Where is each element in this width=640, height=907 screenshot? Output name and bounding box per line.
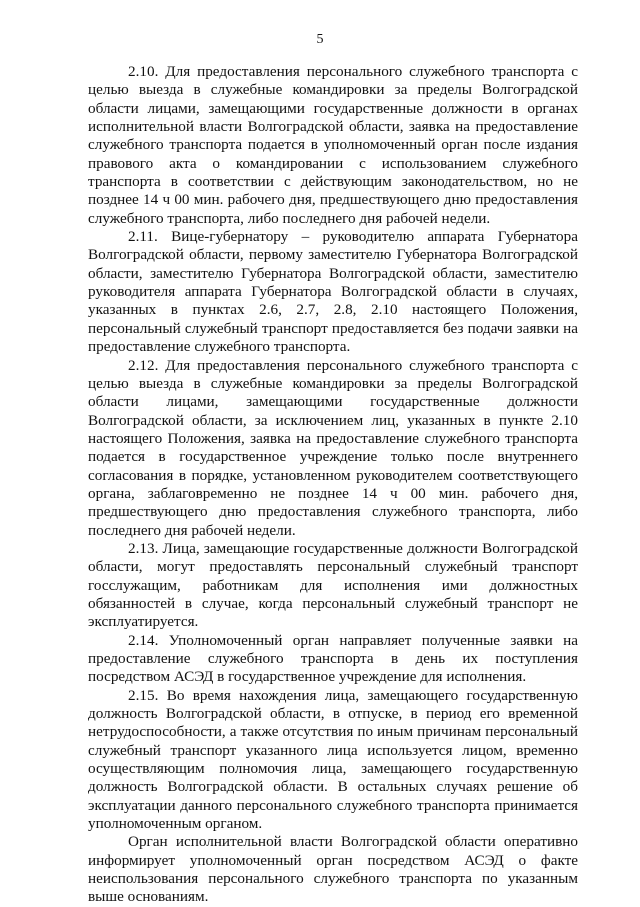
page-number: 5	[316, 32, 324, 47]
paragraph-2-10: 2.10. Для предоставления персонального служебного транспорта с целью выезда в служебные командировки за пределы Волгоградской области лицами, замещающими государственные должности в органах исполнительной власти Волгоградской области, заявка на предоставление служебного транспорта подается в уполномоченный орган после издания правового акта о командировании с использованием служебного транспорта в соответствии с действующим законодательством, но не позднее 14 ч 00 мин. рабочего дня, предшествующего дню предоставления служебного транспорта, либо последнего дня рабочей недели.	[88, 63, 578, 227]
document-body	[88, 63, 578, 907]
paragraph-2-12: 2.12. Для предоставления персонального служебного транспорта с целью выезда в служебные командировки за пределы Волгоградской области лицами, замещающими государственные должности Волгоградской области, за исключением лиц, указанных в пункте 2.10 настоящего Положения, заявка на предоставление служебного транспорта подается в государственное учреждение только после внутреннего согласования в порядке, установленном руководителем соответствующего органа, заблаговременно не позднее 14 ч 00 мин. рабочего дня, предшествующего дню предоставления служебного транспорта, либо последнего дня рабочей недели.	[88, 356, 578, 539]
paragraph-2-13: 2.13. Лица, замещающие государственные должности Волгоградской области, могут предоставлять персональный служебный транспорт госслужащим, работникам для исполнения ими должностных обязанностей в случае, когда персональный служебный транспорт не эксплуатируется.	[88, 539, 578, 631]
paragraph-2-15: 2.15. Во время нахождения лица, замещающего государственную должность Волгоградской области, в отпуске, в период его временной нетрудоспособности, а также отсутствия по иным причинам персональный служебный транспорт указанного лица используется лицом, временно осуществляющим полномочия лица, замещающего государственную должность Волгоградской области. В остальных случаях решение об эксплуатации данного персонального служебного транспорта принимается уполномоченным органом.	[88, 686, 578, 833]
paragraph-final: Орган исполнительной власти Волгоградской области оперативно информирует уполномоченный орган посредством АСЭД о факте неиспользования персонального служебного транспорта по указанным выше основаниям.	[88, 833, 578, 906]
paragraph-2-14: 2.14. Уполномоченный орган направляет полученные заявки на предоставление служебного транспорта в день их поступления посредством АСЭД в государственное учреждение для исполнения.	[88, 631, 578, 686]
paragraph-2-11: 2.11. Вице-губернатору – руководителю аппарата Губернатора Волгоградской области, первому заместителю Губернатора Волгоградской области, заместителю Губернатора Волгоградской области, заместителю руководителя аппарата Губернатора Волгоградской области в случаях, указанных в пунктах 2.6, 2.7, 2.8, 2.10 настоящего Положения, персональный служебный транспорт предоставляется без подачи заявки на предоставление служебного транспорта.	[88, 228, 578, 356]
